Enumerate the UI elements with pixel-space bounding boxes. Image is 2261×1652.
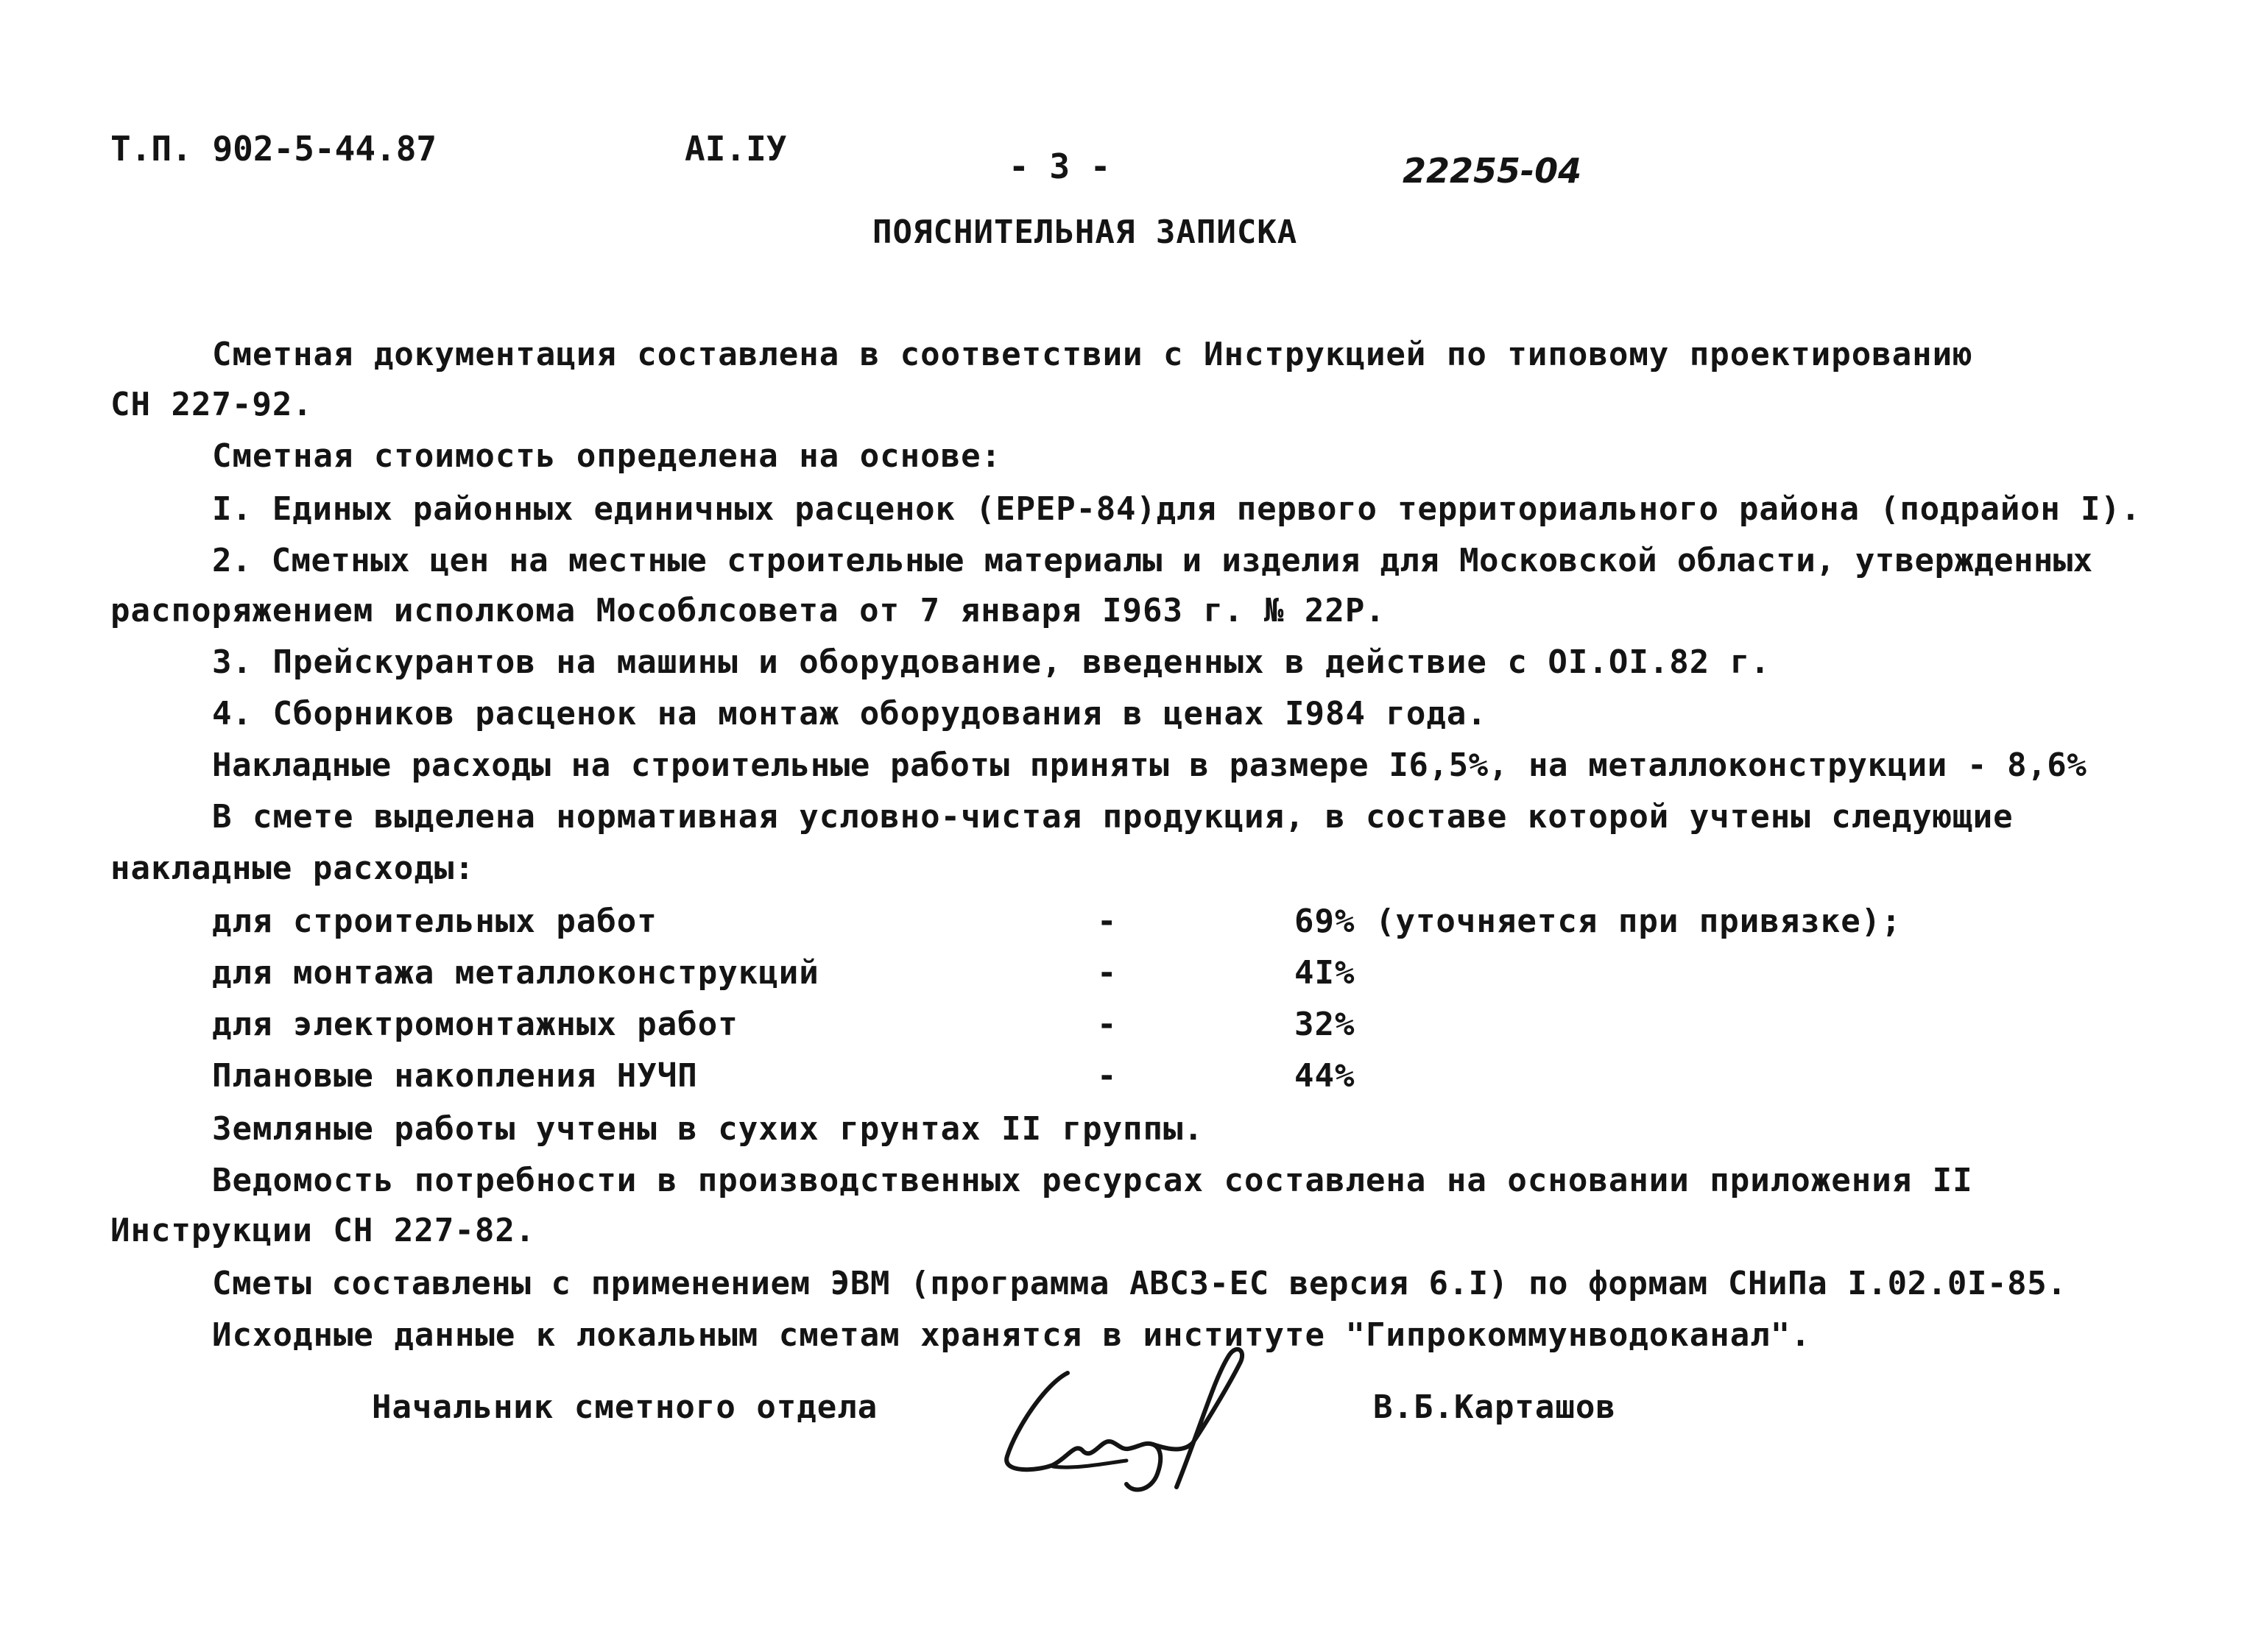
handwritten-signature (987, 1340, 1281, 1502)
body-line: Ведомость потребности в производственных ресурсах составлена на основании приложения II (212, 1162, 1973, 1199)
overhead-label: для электромонтажных работ (212, 1006, 738, 1043)
body-line: 3. Прейскурантов на машины и оборудование, введенных в действие с OI.OI.82 г. (212, 643, 1771, 681)
signatory-position: Начальник сметного отдела (372, 1388, 878, 1426)
body-line: Сметы составлены с применением ЭВМ (программа АВСЗ-ЕС версия 6.I) по формам СНиПа I.02.0I-85. (212, 1265, 2067, 1302)
body-line: 4. Сборников расценок на монтаж оборудования в ценах I984 года. (212, 695, 1487, 733)
inventory-number: 22255-04 (1403, 151, 1582, 191)
body-line: накладные расходы: (110, 850, 475, 887)
overhead-value: 32% (1294, 1006, 1355, 1043)
overhead-value: 4I% (1294, 954, 1355, 992)
body-line: СН 227-92. (110, 386, 313, 423)
overhead-dash: - (1097, 1057, 1118, 1095)
overhead-label: для монтажа металлоконструкций (212, 954, 819, 992)
body-line: Сметная документация составлена в соответствии с Инструкцией по типовому проектированию (212, 336, 1973, 373)
overhead-dash: - (1097, 954, 1118, 992)
overhead-value: 44% (1294, 1057, 1355, 1095)
body-line: Накладные расходы на строительные работы приняты в размере I6,5%, на металлоконструкции - 8,6% (212, 746, 2087, 784)
body-line: В смете выделена нормативная условно-чистая продукция, в составе которой учтены следующие (212, 798, 2014, 836)
overhead-label: Плановые накопления НУЧП (212, 1057, 698, 1095)
overhead-dash: - (1097, 1006, 1118, 1043)
document-code: Т.П. 902-5-44.87 (110, 129, 437, 169)
overhead-label: для строительных работ (212, 903, 657, 940)
body-line: I. Единых районных единичных расценок (ЕРЕР-84)для первого территориального района (подрайон I). (212, 490, 2141, 528)
body-line: распоряжением исполкома Мособлсовета от 7 января I963 г. № 22Р. (110, 592, 1386, 629)
body-line: Сметная стоимость определена на основе: (212, 437, 1002, 475)
body-line: Исходные данные к локальным сметам хранятся в институте "Гипрокоммунводоканал". (212, 1316, 1811, 1354)
page-number: - 3 - (1009, 147, 1111, 186)
signatory-name: В.Б.Карташов (1373, 1388, 1616, 1426)
body-line: 2. Сметных цен на местные строительные материалы и изделия для Московской области, утвержденных (212, 542, 2093, 579)
overhead-dash: - (1097, 903, 1118, 940)
body-line: Инструкции СН 227-82. (110, 1212, 536, 1249)
album-code: АI.IУ (685, 129, 787, 169)
page-title: ПОЯСНИТЕЛЬНАЯ ЗАПИСКА (872, 213, 1298, 251)
body-line: Земляные работы учтены в сухих грунтах II группы. (212, 1110, 1204, 1148)
overhead-value: 69% (уточняется при привязке); (1294, 903, 1902, 940)
